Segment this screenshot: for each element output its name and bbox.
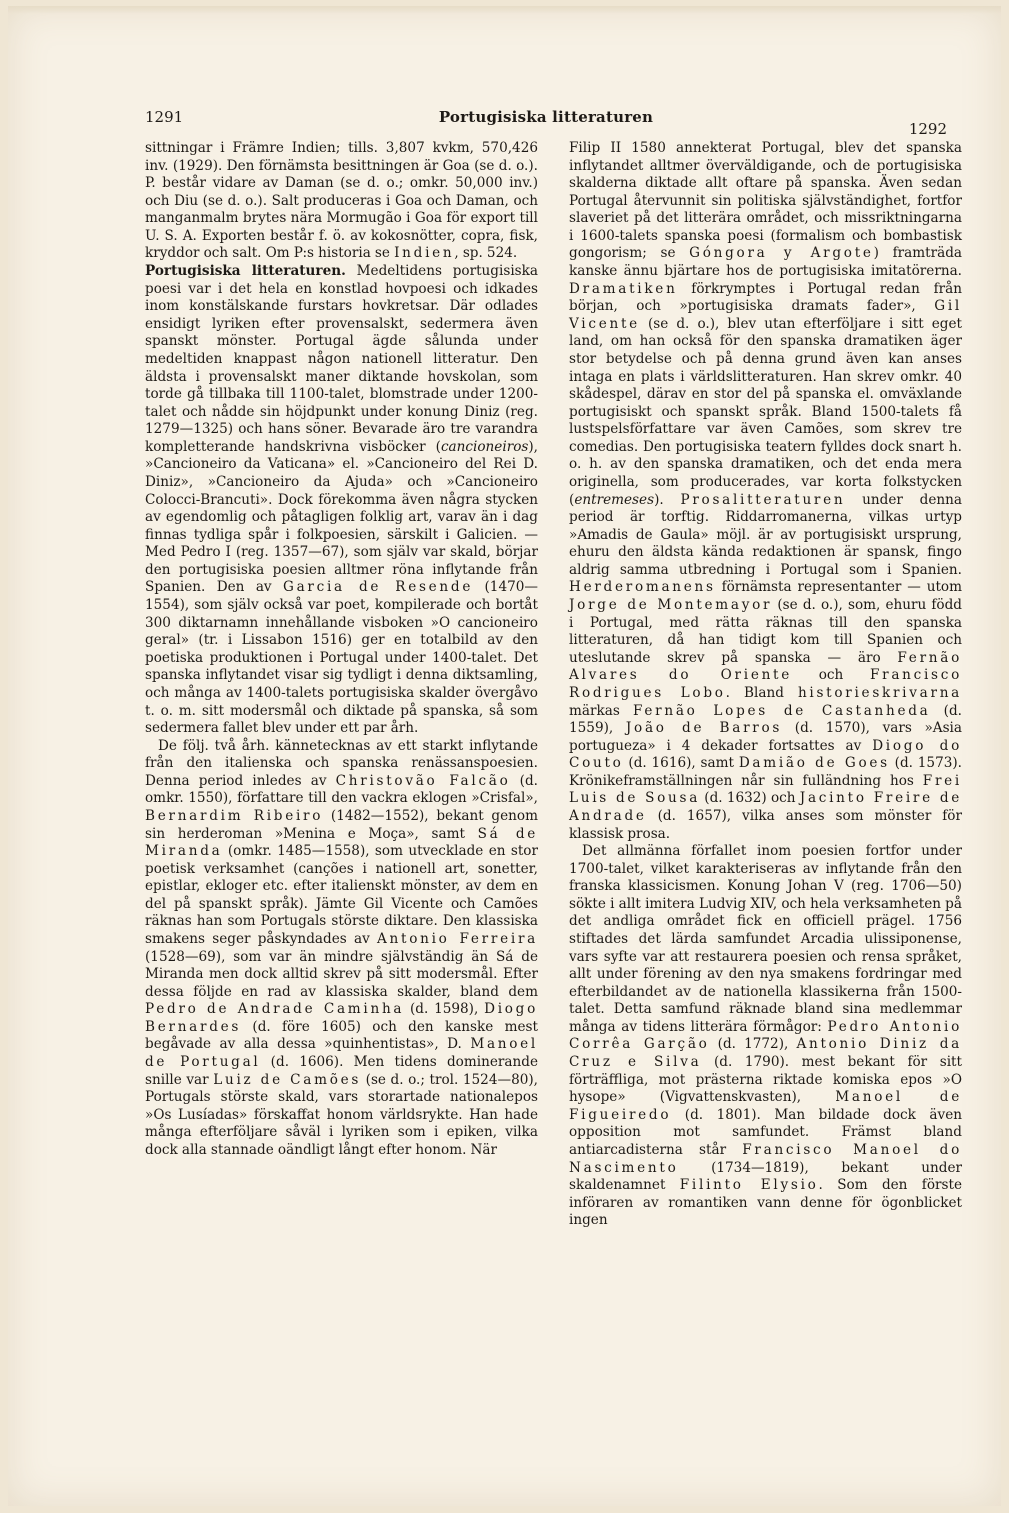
person-name: Pedro de Andrade Caminha bbox=[145, 1001, 405, 1018]
person-name: Jacinto Freire de Andrade bbox=[569, 790, 963, 824]
person-name: Pedro Antonio Corrêa Garção bbox=[569, 1018, 963, 1053]
person-name: Damião de Goes bbox=[738, 755, 890, 772]
page-number-left: 1291 bbox=[145, 108, 184, 126]
person-name: Christovão Falcão bbox=[335, 772, 511, 789]
left-column bbox=[145, 140, 538, 1160]
cross-reference: Indien bbox=[394, 245, 455, 262]
person-name: Fernão Lopes de Castanheda bbox=[632, 702, 931, 719]
person-name: Sá de Miranda bbox=[145, 825, 539, 860]
paragraph-india-possessions: sittningar i Främre Indien; tills. 3,807 kvkm, 570,426 inv. (1929). Den förnämsta besittningen är Goa (se d. o.). P. består vidare av Daman (se d. o.; omkr. 50,000 inv.) och Diu (se d. o.). Salt produceras i Goa och Daman, och manganmalm brytes nära Mormugão i Goa för export till U. S. A. Exporten består f. ö. av kokosnötter, copra, fisk, kryddor och salt. Om P:s historia se Indien, sp. 524. bbox=[145, 140, 538, 262]
person-name: Gil Vicente bbox=[569, 298, 962, 332]
person-name: Fernão Alvares do Oriente bbox=[569, 649, 962, 684]
person-name: Antonio Ferreira bbox=[377, 931, 538, 948]
paragraph-medieval-poetry: Portugisiska litteraturen. Medeltidens portugisiska poesi var i det hela en konstlad hovpoesi och idkades inom konstälskande furstars hovkretsar. Där odlades ensidigt lyriken efter provensalskt, sedermera även spanskt mönster. Portugal ägde sålunda under medeltiden knappast någon nationell litteratur. Den äldsta i provensalskt maner diktande hovskolan, som torde gå tillbaka till 1100-talet, blomstrade under 1200-talet och nådde sin höjdpunkt under konung Diniz (reg. 1279—1325) och hans söner. Bevarade äro tre varandra kompletterande handskrivna visböcker (cancioneiros), »Cancioneiro da Vaticana» el. »Cancioneiro del Rei D. Diniz», »Cancioneiro da Ajuda» och »Cancioneiro Colocci-Brancuti». Dock förekomma även några stycken av egendomlig och påtagligen folklig art, varav än i dag finnas tydliga spår i folkpoesien, särskilt i Galicien. — Med Pedro I (reg. 1357—67), som själv var skald, börjar den portugisiska poesien alltmer röna inflytande från Spanien. Den av Garcia de Resende (1470—1554), som själv också var poet, kompilerade och bortåt 300 diktarnamn innehållande visboken »O cancioneiro geral» (tr. i Lissabon 1516) ger en totalbild av den poetiska produktionen i Portugal under 1400-talet. Det spanska inflytandet visar sig tydligt i denna diktsamling, och många av 1400-talets portugisiska skalder övergåvo t. o. m. sitt modersmål och diktade på spanska, så som sedermera fallet blev under ett par årh. bbox=[145, 263, 538, 737]
page-number-right: 1292 bbox=[908, 120, 947, 138]
paragraph-renaissance-poetry: De följ. två årh. kännetecknas av ett starkt inflytande från den italienska och spanska renässanspoesien. Denna period inledes av Christovão Falcão (d. omkr. 1550), författare till den vackra eklogen »Crisfal», Bernardim Ribeiro (1482—1552), bekant genom sin herderoman »Menina e Moça», samt Sá de Miranda (omkr. 1485—1558), som utvecklade en stor poetisk verksamhet (canções i nationell art, sonetter, epistlar, ekloger etc. efter italienskt mönster, av dem en del på spanskt språk). Jämte Gil Vicente och Camões räknas han som Portugals störste diktare. Den klassiska smakens seger påskyndades av Antonio Ferreira (1528—69), som var än mindre självständig än Sá de Miranda men dock alltid skrev på sitt modersmål. Efter dessa följde en rad av klassiska skalder, bland dem Pedro de Andrade Caminha (d. 1598), Diogo Bernardes (d. före 1605) och den kanske mest begåvade av alla dessa »quinhentistas», D. Manoel de Portugal (d. 1606). Men tidens dominerande snille var Luiz de Camões (se d. o.; trol. 1524—80), Portugals störste skald, vars storartade nationalepos »Os Lusíadas» förskaffat honom världsrykte. Han hade många efterföljare såväl i lyriken som i epiken, vilka dock alla stannade oändligt långt efter honom. När bbox=[145, 737, 539, 1158]
cross-reference: Góngora y Argote bbox=[689, 245, 874, 262]
topic-term: Herderomanens bbox=[569, 579, 716, 596]
book-page bbox=[8, 6, 1001, 1506]
person-name: Filinto Elysio bbox=[679, 1177, 819, 1194]
person-name: Diogo do Couto bbox=[569, 737, 963, 772]
running-head: Portugisiska litteraturen bbox=[438, 108, 654, 126]
person-name: Luiz de Camões bbox=[213, 1071, 362, 1088]
paragraph-eighteenth-century: Det allmänna förfallet inom poesien fortfor under 1700-talet, vilket karakteriseras av inflytande från den franska klassicismen. Konung Johan V (reg. 1706—50) sökte i allt imitera Ludvig XIV, och hela verksamheten på det andliga området fick en officiell prägel. 1756 stiftades det lärda samfundet Arcadia ulissiponense, vars syfte var att restaurera poesien och rensa språket, allt under förening av den nya smakens fordringar med efterbildandet av de nationella klassikerna från 1500-talet. Detta samfund räknade bland sina medlemmar många av tidens litterära förmågor: Pedro Antonio Corrêa Garção (d. 1772), Antonio Diniz da Cruz e Silva (d. 1790). mest bekant för sitt förträffliga, mot prästerna riktade komiska epos »O hysope» (Vigvattenskvasten), Manoel de Figueiredo (d. 1801). Man bildade dock även opposition mot samfundet. Främst bland antiarcadisterna står Francisco Manoel do Nascimento (1734—1819), bekant under skaldenamnet Filinto Elysio. Som den förste införaren av romantiken vann denne för ögonblicket ingen bbox=[569, 843, 963, 1229]
person-name: Manoel de Figueiredo bbox=[569, 1089, 962, 1123]
person-name: Bernardim Ribeiro bbox=[145, 807, 324, 824]
topic-term: Prosalitteraturen bbox=[680, 491, 846, 508]
person-name: Manoel de Portugal bbox=[145, 1036, 538, 1071]
person-name: Frei Luis de Sousa bbox=[569, 772, 962, 807]
person-name: Francisco Rodrigues Lobo bbox=[569, 667, 962, 701]
person-name: Jorge de Montemayor bbox=[569, 597, 773, 614]
person-name: Antonio Diniz da Cruz e Silva bbox=[569, 1036, 962, 1071]
topic-term: Dramatiken bbox=[569, 280, 678, 297]
topic-term: historieskrivarna bbox=[797, 684, 962, 701]
right-column bbox=[569, 140, 962, 1230]
paragraph-spanish-influence: Filip II 1580 annekterat Portugal, blev det spanska inflytandet alltmer överväldigande, och de portugisiska skalderna diktade allt oftare på spanska. Även sedan Portugal återvunnit sin politiska självständighet, fortfor slaveriet på det litterära området, och missriktningarna i 1600-talets spanska poesi (formalism och bombastisk gongorism; se Góngora y Argote) framträda kanske ännu bjärtare hos de portugisiska imitatörerna. Dramatiken förkrymptes i Portugal redan från början, och »portugisiska dramats fader», Gil Vicente (se d. o.), blev utan efterföljare i sitt eget land, om han också för den spanska dramatiken äger stor betydelse och på denna grund även kan anses intaga en plats i världslitteraturen. Han skrev omkr. 40 skådespel, därav en stor del på spanska el. omväxlande portugisiskt och spanskt språk. Bland 1500-talets få lustspelsförfattare var även Camões, som skrev tre comedias. Den portugisiska teatern fylldes dock snart h. o. h. av den spanska dramatiken, och det enda mera originella, som producerades, var korta folkstycken (entremeses). Prosalitteraturen under denna period är torftig. Riddarromanerna, vilkas urtyp »Amadis de Gaula» möjl. är av portugisiskt ursprung, ehuru den äldsta kända redaktionen är spansk, fingo aldrig samma utbredning i Portugal som i Spanien. Herderomanens förnämsta representanter — utom Jorge de Montemayor (se d. o.), som, ehuru född i Portugal, med rätta räknas till den spanska litteraturen, då han tidigt kom till Spanien och uteslutande skrev på spanska — äro Fernão Alvares do Oriente och Francisco Rodrigues Lobo. Bland historieskrivarna märkas Fernão Lopes de Castanheda (d. 1559), João de Barros (d. 1570), vars »Asia portugueza» i 4 dekader fortsattes av Diogo do Couto (d. 1616), samt Damião de Goes (d. 1573). Krönikeframställningen når sin fulländning hos Frei Luis de Sousa (d. 1632) och Jacinto Freire de Andrade (d. 1657), vilka anses som mönster för klassisk prosa. bbox=[569, 140, 963, 842]
page-header bbox=[145, 102, 947, 138]
person-name: Diogo Bernardes bbox=[145, 1001, 538, 1035]
entry-heading: Portugisiska litteraturen. bbox=[145, 263, 346, 280]
person-name: João de Barros bbox=[625, 720, 783, 737]
person-name: Garcia de Resende bbox=[283, 579, 474, 596]
person-name: Francisco Manoel do Nascimento bbox=[569, 1141, 963, 1176]
